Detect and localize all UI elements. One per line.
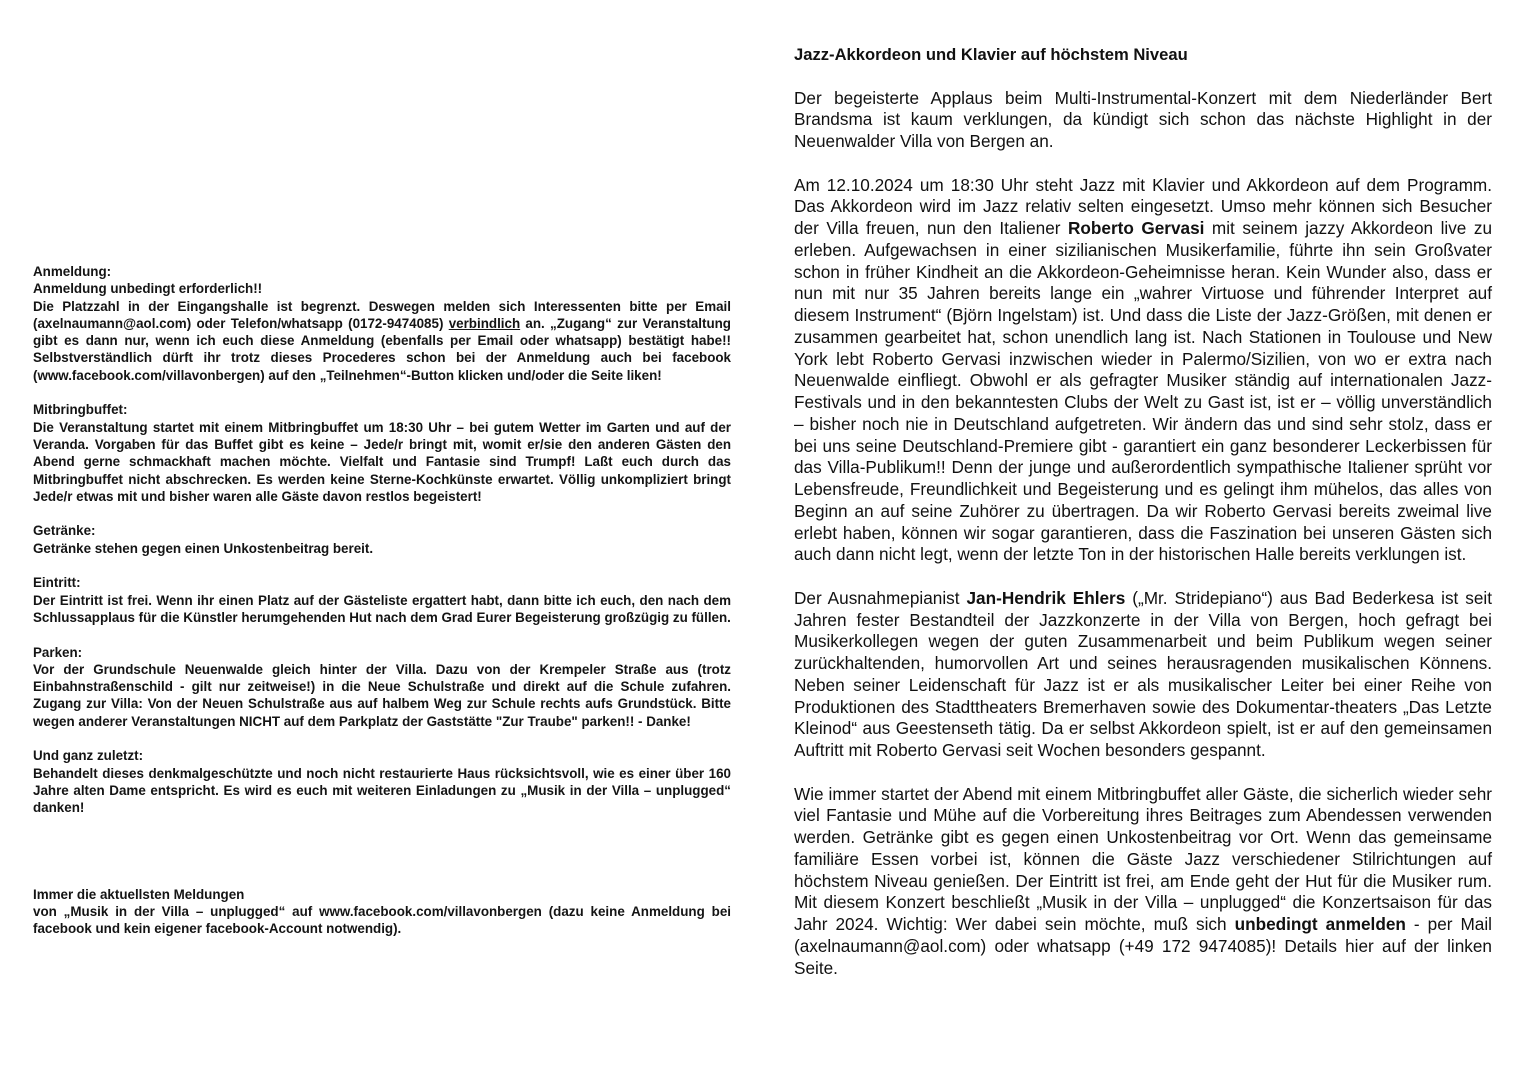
article-paragraph-2 [794,175,1492,567]
section-text: Getränke stehen gegen einen Unkostenbeitrag bereit. [33,540,374,556]
artist-name-jan-hendrik-ehlers: Jan-Hendrik Ehlers [966,587,1126,608]
section-text [33,298,731,384]
underlined-text: verbindlich [448,315,521,331]
article-paragraph-3 [794,588,1492,762]
section-parken [33,644,731,730]
left-column-info [33,263,731,955]
section-heading: Mitbringbuffet: [33,402,128,418]
article-paragraph-4 [794,784,1492,980]
section-heading: Anmeldung: [33,264,112,279]
artist-name-roberto-gervasi: Roberto Gervasi [1067,218,1205,238]
text-fragment: an. „Zugang“ zur Veranstaltung gibt es dann nur, wenn ich euch diese Anmeldung (ebenfalls per Email oder whatsapp) bestätigt habe!! Selbstverständlich dürft ihr trotz dieses Procederes schon bei der Anmeldung auch bei facebook (www.facebook.com/villavonbergen) auf den „Teilnehmen“-Button klicken und/oder die Seite liken! [33,315,731,383]
section-text: von „Musik in der Villa – unplugged“ auf www.facebook.com/villavonbergen (dazu keine Anmeldung bei facebook und kein eigener facebook-Account notwendig). [33,904,731,937]
article-paragraph-1: Der begeisterte Applaus beim Multi-Instrumental-Konzert mit dem Niederländer Bert Brandsma ist kaum verklungen, da kündigt sich schon das nächste Highlight in der Neuenwalder Villa von Bergen an. [794,87,1492,151]
section-zuletzt [33,747,731,816]
text-fragment: Wie immer startet der Abend mit einem Mitbringbuffet aller Gäste, die sicherlich wieder sehr viel Fantasie und Mühe auf die Vorbereitung ihres Beitrages zum Abendessen verwenden werden. Getränke gibt es gegen einen Unkostenbeitrag vor Ort. Wenn das gemeinsame familiäre Essen vorbei ist, können die Gäste Jazz verschiedener Stilrichtungen auf höchstem Niveau genießen. Der Eintritt ist frei, am Ende geht der Hut für die Musiker rum. Mit diesem Konzert beschließt „Musik in der Villa – unplugged“ die Konzertsaison für das Jahr 2024. Wichtig: Wer dabei sein möchte, muß sich [794,783,1492,934]
article-title: Jazz-Akkordeon und Klavier auf höchstem Niveau [794,45,1188,64]
text-fragment: Die Platzzahl in der Eingangshalle ist begrenzt. Deswegen melden sich Interessenten bitte per Email (axelnaumann@aol.com) oder Telefon/whatsapp (0172-9474085) [33,298,731,331]
section-text: Vor der Grundschule Neuenwalde gleich hinter der Villa. Dazu von der Krempeler Straße aus (trotz Einbahnstraßenschild - gilt nur zeitweise!) in die Neue Schulstraße und direkt auf die Schule zufahren. Zugang zur Villa: Von der Neuen Schulstraße aus auf halbem Weg zur Schule rechts aufs Grundstück. Bitte wegen anderer Veranstaltungen NICHT auf dem Parkplatz der Gaststätte "Zur Traube" parken!! - Danke! [33,661,731,729]
section-anmeldung [33,263,731,384]
section-heading: Immer die aktuellsten Meldungen [33,886,245,902]
section-subheading: Anmeldung unbedingt erforderlich!! [33,281,263,297]
spacer [33,834,731,886]
section-getraenke [33,522,731,557]
text-fragment: Der Ausnahmepianist [794,587,967,608]
text-fragment: („Mr. Stridepiano“) aus Bad Bederkesa ist seit Jahren fester Bestandteil der Jazzkonzerte in der Villa von Bergen, hoch gefragt bei Musikerkollegen wegen der guten Zusammenarbeit und beim Publikum wegen seiner zurückhaltenden, humorvollen Art und seines herausragenden musikalischen Könnens. Neben seiner Leidenschaft für Jazz ist er als musikalischer Leiter bei einer Reihe von Produktionen des Stadttheaters Bremerhaven sowie des Dokumentar-theaters „Das Letzte Kleinod“ aus Geestenseth tätig. Da er selbst Akkordeon spielt, ist er auf den gemeinsamen Auftritt mit Roberto Gervasi seit Wochen besonders gespannt. [794,587,1492,760]
emphasis-register: unbedingt anmelden [1234,914,1406,934]
section-mitbringbuffet [33,401,731,505]
section-eintritt [33,574,731,626]
section-heading: Eintritt: [33,575,81,591]
section-heading: Getränke: [33,523,96,539]
text-fragment: - per Mail (axelnaumann@aol.com) oder whatsapp (+49 172 9474085)! Details hier auf der linken Seite. [794,914,1493,978]
right-column-article [794,44,1492,1001]
section-text: Behandelt dieses denkmalgeschützte und noch nicht restaurierte Haus rücksichtsvoll, wie es einer über 160 Jahre alten Dame entspricht. Es wird es euch mit weiteren Einladungen zu „Musik in der Villa – unplugged“ danken! [33,765,731,816]
section-text: Die Veranstaltung startet mit einem Mitbringbuffet um 18:30 Uhr – bei gutem Wetter im Garten und auf der Veranda. Vorgaben für das Buffet gibt es keine – Jede/r bringt mit, womit er/sie den anderen Gästen den Abend gerne schmackhaft machen möchte. Vielfalt und Fantasie sind Trumpf! Laßt euch durch das Mitbringbuffet nicht abschrecken. Es werden keine Sterne-Kochkünste erwartet. Völlig unkompliziert bringt Jede/r etwas mit und bisher waren alle Gäste davon restlos begeistert! [33,419,731,504]
text-fragment: Am 12.10.2024 um 18:30 Uhr steht Jazz mit Klavier und Akkordeon auf dem Programm. Das Akkordeon wird im Jazz relativ selten eingesetzt. Umso mehr können sich Besucher der Villa freuen, nun den Italiener [794,174,1492,238]
text-fragment: mit seinem jazzy Akkordeon live zu erleben. Aufgewachsen in einer sizilianischen Musikerfamilie, führte ihn sein Großvater schon in früher Kindheit an die Akkordeon-Geheimnisse heran. Kein Wunder also, dass er nun mit nur 35 Jahren bereits lange ein „wahrer Virtuose und führender Interpret auf diesem Instrument“ (Björn Ingelstam) ist. Und dass die Liste der Jazz-Größen, mit denen er zusammen gearbeitet hat, schon unendlich lang ist. Nach Stationen in Toulouse und New York lebt Roberto Gervasi inzwischen wieder in Palermo/Sizilien, von wo er extra nach Neuenwalde einfliegt. Obwohl er als gefragter Musiker ständig auf internationalen Jazz-Festivals und in den bekanntesten Clubs der Welt zu Gast ist, ist er – völlig unverständlich – bisher noch nie in Deutschland aufgetreten. Wir ändern das und sind sehr stolz, dass er bei uns seine Deutschland-Premiere gibt - garantiert ein ganz besonderer Leckerbissen für das Villa-Publikum!! Denn der junge und außerordentlich sympathische Italiener sprüht vor Lebensfreude, Freundlichkeit und Begeisterung und es gelingt ihm mühelos, das alles von Beginn an auf seine Zuhörer zu übertragen. Da wir Roberto Gervasi bereits zweimal live erlebt haben, können wir sogar garantieren, dass die Faszination bei unseren Gästen sich auch dann nicht legt, wenn der letzte Ton in der historischen Halle bereits verklungen ist. [794,218,1493,565]
section-heading: Und ganz zuletzt: [33,748,144,764]
section-heading: Parken: [33,644,83,660]
section-meldungen [33,886,731,938]
section-text: Der Eintritt ist frei. Wenn ihr einen Platz auf der Gästeliste ergattert habt, dann bitte ich euch, den nach dem Schlussapplaus für die Künstler herumgehenden Hut nach dem Grad Eurer Begeisterung großzügig zu füllen. [33,592,731,625]
